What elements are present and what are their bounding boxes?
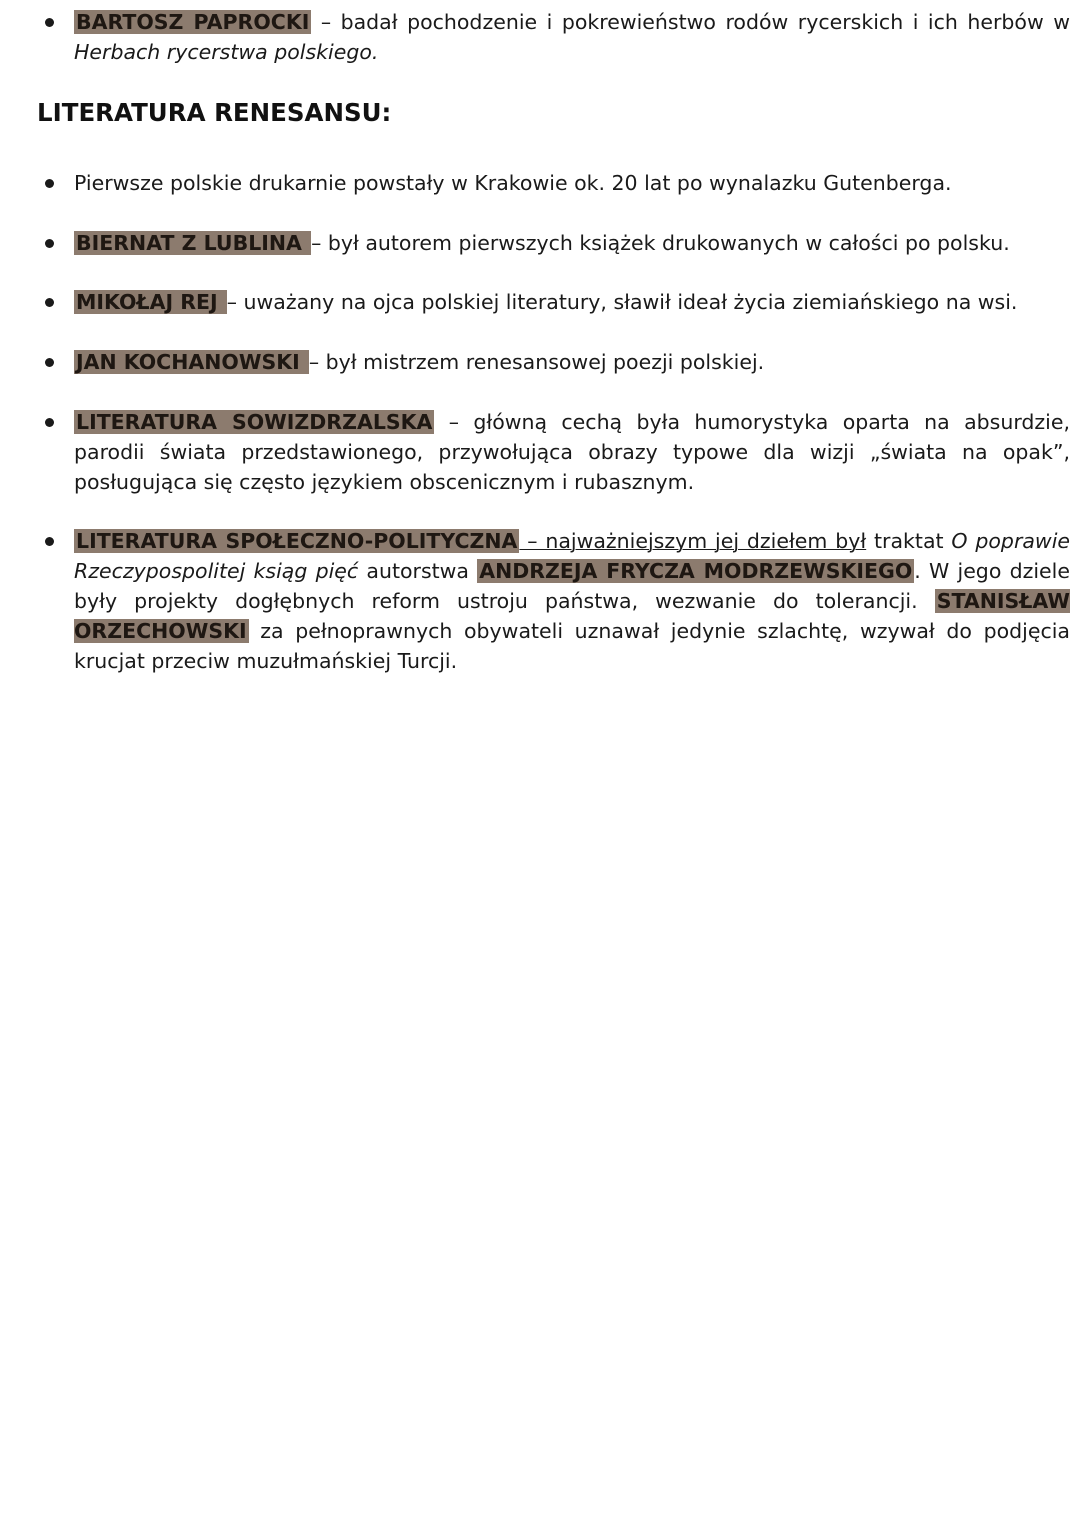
item-text: Pierwsze polskie drukarnie powstały w Krakowie ok. 20 lat po wynalazku Gutenberga. — [74, 171, 952, 195]
list-item-drukarnie — [74, 168, 1070, 198]
list-item-paprocki — [74, 7, 1070, 67]
item-text-underlined: – najważniejszym jej dziełem był — [519, 529, 867, 553]
list-item-spoleczno-polityczna — [74, 526, 1070, 676]
item-text: . W jego dziele były projekty dogłębnych reform ustroju państwa, wezwanie do tolerancji. — [74, 559, 1070, 613]
highlight-name: MIKOŁAJ REJ — [76, 290, 225, 314]
item-text: – był mistrzem renesansowej poezji polskiej. — [308, 350, 765, 374]
highlight-name: LITERATURA SPOŁECZNO-POLITYCZNA — [76, 529, 518, 553]
item-text: autorstwa — [358, 559, 478, 583]
highlight-author: ANDRZEJA FRYCZA MODRZEWSKIEGO — [479, 559, 913, 583]
item-text: traktat — [866, 529, 952, 553]
italic-title: Herbach rycerstwa polskiego. — [74, 40, 379, 64]
highlight-name: JAN KOCHANOWSKI — [76, 350, 307, 374]
bullet — [45, 18, 54, 27]
item-text: – badał pochodzenie i pokrewieństwo rodów rycerskich i ich herbów w — [311, 10, 1070, 34]
list-item-kochanowski — [74, 347, 1070, 377]
bullet — [45, 239, 54, 248]
italic-title: O poprawie Rzeczypospolitej ksiąg pięć — [74, 529, 1071, 583]
highlight-name: BIERNAT Z LUBLINA — [76, 231, 310, 255]
bullet — [45, 537, 54, 546]
item-text: – główną cechą była humorystyka oparta na absurdzie, parodii świata przedstawionego, przywołująca obrazy typowe dla wizji „świata na opak”, posługująca się często językiem obscenicznym i rubasznym. — [74, 410, 1071, 494]
list-item-biernat — [74, 228, 1070, 258]
item-text: za pełnoprawnych obywateli uznawał jedynie szlachtę, wzywał do podjęcia krucjat przeciw muzułmańskiej Turcji. — [74, 619, 1070, 673]
bullet — [45, 418, 54, 427]
list-item-rej — [74, 287, 1070, 317]
bullet — [45, 358, 54, 367]
highlight-name: STANISŁAW ORZECHOWSKI — [74, 589, 1070, 643]
bullet — [45, 298, 54, 307]
item-text: – uważany na ojca polskiej literatury, sławił ideał życia ziemiańskiego na wsi. — [226, 290, 1018, 314]
list-item-sowizdrzalska — [74, 407, 1070, 497]
bullet — [45, 179, 54, 188]
highlight-name: BARTOSZ PAPROCKI — [76, 10, 310, 34]
section-heading: LITERATURA RENESANSU: — [37, 98, 392, 127]
item-text: – był autorem pierwszych książek drukowanych w całości po polsku. — [311, 231, 1010, 255]
highlight-name: LITERATURA SOWIZDRZALSKA — [76, 410, 433, 434]
